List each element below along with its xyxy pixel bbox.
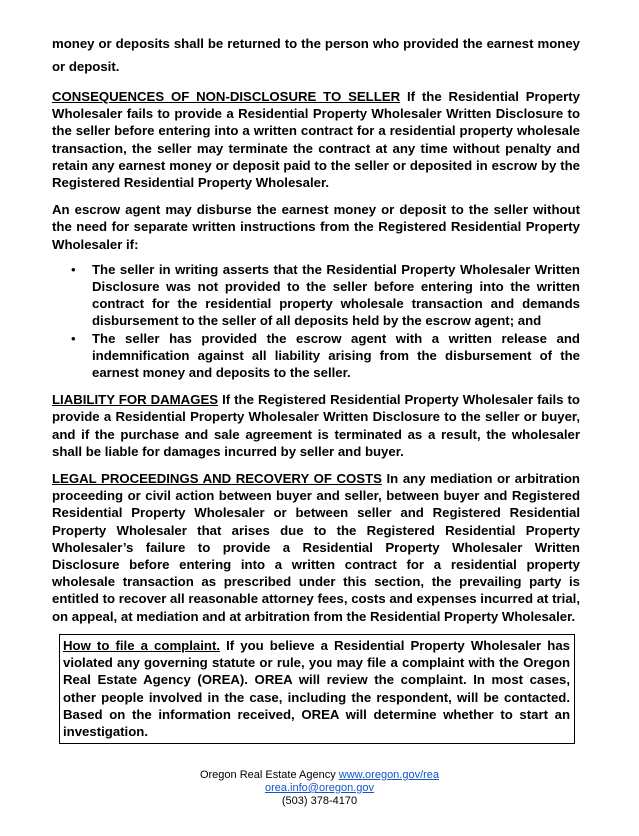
escrow-conditions-list	[52, 261, 580, 381]
email-link[interactable]: orea.info@oregon.gov	[264, 782, 375, 794]
list-item	[52, 261, 580, 330]
footer-email-line	[0, 782, 639, 795]
paragraph-earnest-money-return: money or deposits shall be returned to the person who provided the earnest money or deposit.	[52, 36, 580, 74]
legal-proceedings-text: In any mediation or arbitration proceeding or civil action between buyer and seller, between buyer and Registered Residential Property Wholesaler or between seller and Registered Residential Property Wholesaler that arises due to the Registered Residential Property Wholesaler’s failure to provide a Residential Property Wholesaler Written Disclosure before entering into a written contract for a residential property wholesale transaction as prescribed under this section, the prevailing party is entitled to recover all reasonable attorney fees, costs and expenses incurred at trial, on appeal, at mediation and at arbitration from the Residential Property Wholesaler.	[52, 471, 580, 624]
heading-complaint: How to file a complaint.	[63, 637, 221, 653]
paragraph-legal-proceedings	[52, 470, 580, 625]
footer	[0, 769, 639, 808]
footer-agency-line	[0, 769, 639, 782]
heading-liability: LIABILITY FOR DAMAGES	[52, 392, 219, 408]
complaint-text: If you believe a Residential Property Wholesaler has violated any governing statute or rule, you may file a complaint with the Oregon Real Estate Agency (OREA). OREA will review the complaint. In most cases, other people involved in the case, including the respondent, will be contacted. Based on the information received, OREA will determine whether to start an investigation.	[63, 637, 571, 740]
list-item	[52, 330, 580, 382]
heading-consequences: CONSEQUENCES OF NON-DISCLOSURE TO SELLER	[52, 89, 401, 104]
paragraph-consequences	[52, 88, 580, 191]
bullet-icon: •	[71, 330, 76, 346]
bullet-icon: •	[71, 261, 76, 277]
footer-phone: (503) 378-4170	[281, 795, 358, 807]
list-item-text: The seller in writing asserts that the Residential Property Wholesaler Written Disclosure was not provided to the seller before entering into the written contract for the residential property wholesale transaction and demands disbursement to the seller of all deposits held by the escrow agent; and	[92, 261, 580, 329]
document-body	[52, 32, 580, 744]
consequences-text: If the Residential Property Wholesaler fails to provide a Residential Property Wholesaler Written Disclosure to the seller before entering into a written contract for a residential property wholesale transaction, the seller may terminate the contract at any time without penalty and retain any earnest money or deposit paid to the seller or deposited in escrow by the Registered Residential Property Wholesaler.	[52, 89, 580, 191]
heading-legal-proceedings: LEGAL PROCEEDINGS AND RECOVERY OF COSTS	[52, 471, 382, 487]
liability-text: If the Registered Residential Property Wholesaler fails to provide a Residential Property Wholesaler Written Disclosure to the seller or buyer, and if the purchase and sale agreement is terminated as a result, the wholesaler shall be liable for damages incurred by seller and buyer.	[52, 392, 580, 459]
complaint-box	[59, 634, 575, 744]
list-item-text: The seller has provided the escrow agent with a written release and indemnification against all liability arising from the disbursement of the earnest money and deposits to the seller.	[92, 330, 580, 381]
paragraph-liability	[52, 391, 580, 460]
agency-name: Oregon Real Estate Agency	[199, 769, 339, 781]
paragraph-escrow-agent: An escrow agent may disburse the earnest money or deposit to the seller without the need for separate written instructions from the Registered Residential Property Wholesaler if:	[52, 202, 580, 252]
paragraph-complaint	[63, 637, 570, 741]
website-link[interactable]: www.oregon.gov/rea	[338, 769, 440, 781]
